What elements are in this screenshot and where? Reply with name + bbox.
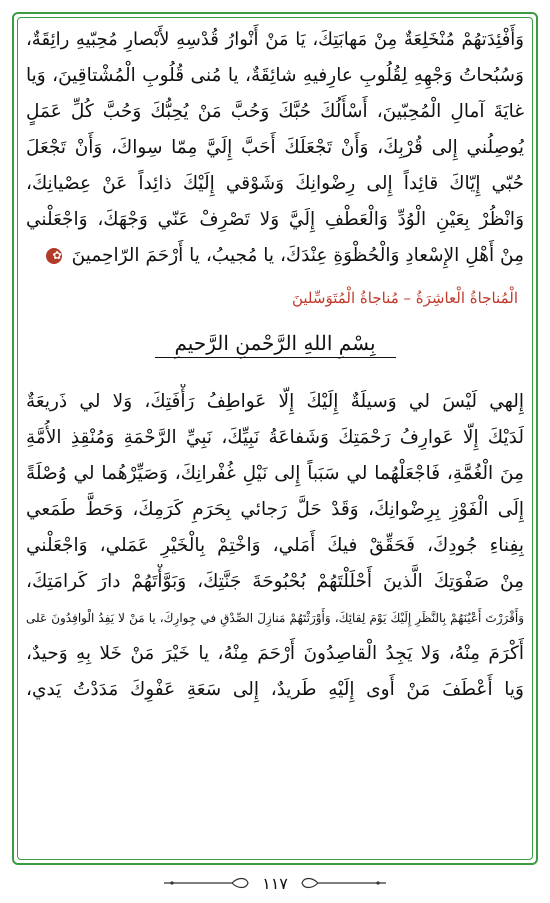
text-line: وَأَفْئِدَتهُمْ مُنْخَلِعَةٌ مِنْ مَهابَتِكَ، يَا مَنْ أَنْوارُ قُدْسِهِ لأَبْصارِ مُحِبّيهِ رائِقَةٌ،: [26, 29, 524, 50]
end-ornament-icon: ✿: [46, 248, 62, 264]
text-line: وَأَقْرَرْتَ أَعْيُنَهُمْ بِالنَّظَرِ إِلَيْكَ يَوْمَ لِقائِكَ، وَأَوْرَثْتَهُمْ مَنازِلَ الصِّدْقِ في جِوارِكَ، يا مَنْ لا يَفِدُ الْوافِدُونَ عَلى: [26, 611, 524, 625]
right-ornament-icon: [298, 876, 388, 890]
page-footer: [0, 868, 550, 898]
page-number: ١١٧: [262, 873, 288, 893]
text-line: يُوصِلُني إِلى قُرْبِكَ، وَأَنْ تَجْعَلَكَ أَحَبَّ إِلَيَّ مِمّا سِواكَ، وَأَنْ تَجْعَلَ: [26, 137, 524, 158]
text-line: إِلهي لَيْسَ لي وَسيلَةٌ إِلَيْكَ إِلّا عَواطِفُ رَأْفَتِكَ، وَلا لي ذَريعَةٌ: [26, 391, 524, 412]
section-heading: الْمُناجاةُ الْعاشِرَةُ – مُناجاةُ الْمُتَوَسِّلينَ: [291, 289, 518, 307]
text-line: أَكْرَمَ مِنْهُ، وَلا يَجِدُ الْقاصِدُونَ أَرْحَمَ مِنْهُ، يا خَيْرَ مَنْ خَلا بِهِ وَحيدٌ،: [26, 643, 524, 664]
text-line: وَيا أَعْطَفَ مَنْ أَوى إِلَيْهِ طَريدٌ، إِلى سَعَةِ عَفْوِكَ مَدَدْتُ يَدي،: [26, 679, 524, 700]
text-line: مِنَ الْغُمَّةِ، فَاجْعَلْهُما لي سَبَباً إِلى نَيْلِ غُفْرانِكَ، وَصَيِّرْهُما لي وُصْلَةً: [26, 463, 524, 484]
text-line-content: مِنْ أَهْلِ الإِسْعادِ وَالْحُظْوَةِ عِنْدَكَ، يا مُجيبُ، يا أَرْحَمَ الرّاحِمينَ: [71, 245, 524, 266]
text-line: حُبّي إِيّاكَ قائِداً إِلى رِضْوانِكَ وَشَوْقي إِلَيْكَ ذائِداً عَنْ عِصْيانِكَ،: [26, 173, 524, 194]
bismillah-calligraphy: بِسْمِ اللهِ الرَّحْمنِ الرَّحيمِ: [155, 331, 396, 358]
text-line: لَدَيْكَ إِلّا عَوارِفُ رَحْمَتِكَ وَشَفاعَةُ نَبِيِّكَ، نَبِيِّ الرَّحْمَةِ وَمُنْقِذِ الأُمَّةِ: [26, 427, 524, 448]
page-content: [26, 22, 524, 708]
section2-paragraph: [26, 384, 524, 708]
text-line: إِلَى الْفَوْزِ بِرِضْوانِكَ، وَقَدْ حَلَّ رَجائي بِحَرَمِ كَرَمِكَ، وَحَطَّ طَمَعي: [26, 499, 524, 520]
text-line: مِنْ صَفْوَتِكَ الَّذينَ أَحْلَلْتَهُمْ بُحْبُوحَةَ جَنَّتِكَ، وَبَوَّأْتَهُمْ دارَ كَرامَتِكَ،: [26, 571, 524, 592]
text-line: غايَةَ آمالِ الْمُحِبّينَ، أَسْأَلُكَ حُبَّكَ وَحُبَّ مَنْ يُحِبُّكَ وَحُبَّ كُلِّ عَمَلٍ: [26, 101, 524, 122]
text-line: بِفِناءِ جُودِكَ، فَحَقِّقْ فيكَ أَمَلي، وَاخْتِمْ بِالْخَيْرِ عَمَلي، وَاجْعَلْني: [26, 535, 524, 556]
bismillah-block: [26, 318, 524, 370]
left-ornament-icon: [162, 876, 252, 890]
section1-paragraph: [26, 22, 524, 274]
text-line: وَسُبُحاتُ وَجْهِهِ لِقُلُوبِ عارِفيهِ شائِقَةٌ، يا مُنى قُلُوبِ الْمُشْتاقِينَ، وَيا: [26, 65, 524, 86]
text-line: وَانْظُرْ بِعَيْنِ الْوُدِّ وَالْعَطْفِ إِلَيَّ وَلا تَصْرِفْ عَنّي وَجْهَكَ، وَاجْعَلْني: [26, 209, 524, 230]
text-line-last: [26, 238, 524, 274]
